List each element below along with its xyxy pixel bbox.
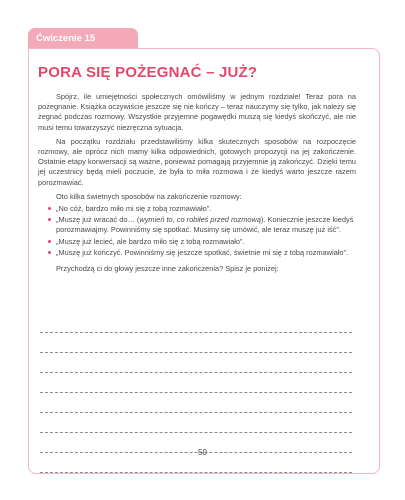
- example-text: „Muszę już kończyć. Powinniśmy się jeszcze spotkać, świetnie mi się z tobą rozmawiało”.: [56, 247, 349, 257]
- exercise-tab: [28, 28, 138, 48]
- paragraph-intro: Spójrz, ile umiejętności społecznych omówiliśmy w jednym rozdziale! Teraz pora na pożegnanie. Książka oczywiście jeszcze się nie kończy – teraz nauczymy się tylko, jak należy się żegnać podczas rozmowy. Wszystkie przyjemne pogawędki muszą się kiedyś skończyć, ale nie musi temu towarzyszyć niezręczna sytuacja.: [38, 92, 356, 132]
- example-text: „No cóż, bardzo miło mi się z tobą rozmawiało”.: [56, 204, 212, 214]
- answer-lines: [40, 332, 352, 492]
- page-title: PORA SIĘ POŻEGNAĆ – JUŻ?: [38, 64, 258, 81]
- answer-line[interactable]: [40, 472, 352, 473]
- answer-line[interactable]: [40, 412, 352, 413]
- bullet-icon: [48, 240, 51, 243]
- examples-list: [38, 204, 356, 258]
- examples-intro: Oto kilka świetnych sposobów na zakończenie rozmowy:: [56, 191, 242, 201]
- bullet-icon: [48, 251, 51, 254]
- paragraph-body: Na początku rozdziału przedstawiliśmy kilka skutecznych sposobów na rozpoczęcie rozmowy, ale oprócz nich mamy kilka odpowiednich, gotowych propozycji na jej zakończenie. Ostatnie etapy konwersacji są ważne, ponieważ pomagają przyjemnie ją zakończyć. Dzięki temu jej uczestnicy będą mieli poczucie, że była to miła rozmowa i że kiedyś warto jeszcze razem porozmawiać.: [38, 136, 356, 187]
- answer-line[interactable]: [40, 352, 352, 353]
- example-text-before: „Muszę już wracać do… (: [56, 215, 140, 225]
- list-item: [48, 215, 356, 235]
- answer-line[interactable]: [40, 392, 352, 393]
- list-item: [48, 248, 356, 258]
- answer-line[interactable]: [40, 332, 352, 333]
- example-text: „Muszę już lecieć, ale bardzo miło się z tobą rozmawiało”.: [56, 236, 245, 246]
- list-item: [48, 237, 356, 247]
- exercise-content: [38, 92, 356, 278]
- question-prompt: Przychodzą ci do głowy jeszcze inne zakończenia? Spisz je poniżej:: [56, 264, 279, 274]
- example-text-after: ). Koniecznie jeszcze kiedyś porozmawiajmy. Powinniśmy się spotkać. Musimy się umówić, ale teraz muszę już iść”.: [56, 215, 354, 235]
- exercise-tab-label: Ćwiczenie 15: [36, 32, 96, 44]
- page-number: 50: [198, 448, 207, 457]
- bullet-icon: [48, 218, 51, 221]
- list-item: [48, 204, 356, 214]
- answer-line[interactable]: [40, 372, 352, 373]
- answer-line[interactable]: [40, 432, 352, 433]
- bullet-icon: [48, 207, 51, 210]
- example-note: wymień to, co robiłeś przed rozmową: [139, 215, 261, 225]
